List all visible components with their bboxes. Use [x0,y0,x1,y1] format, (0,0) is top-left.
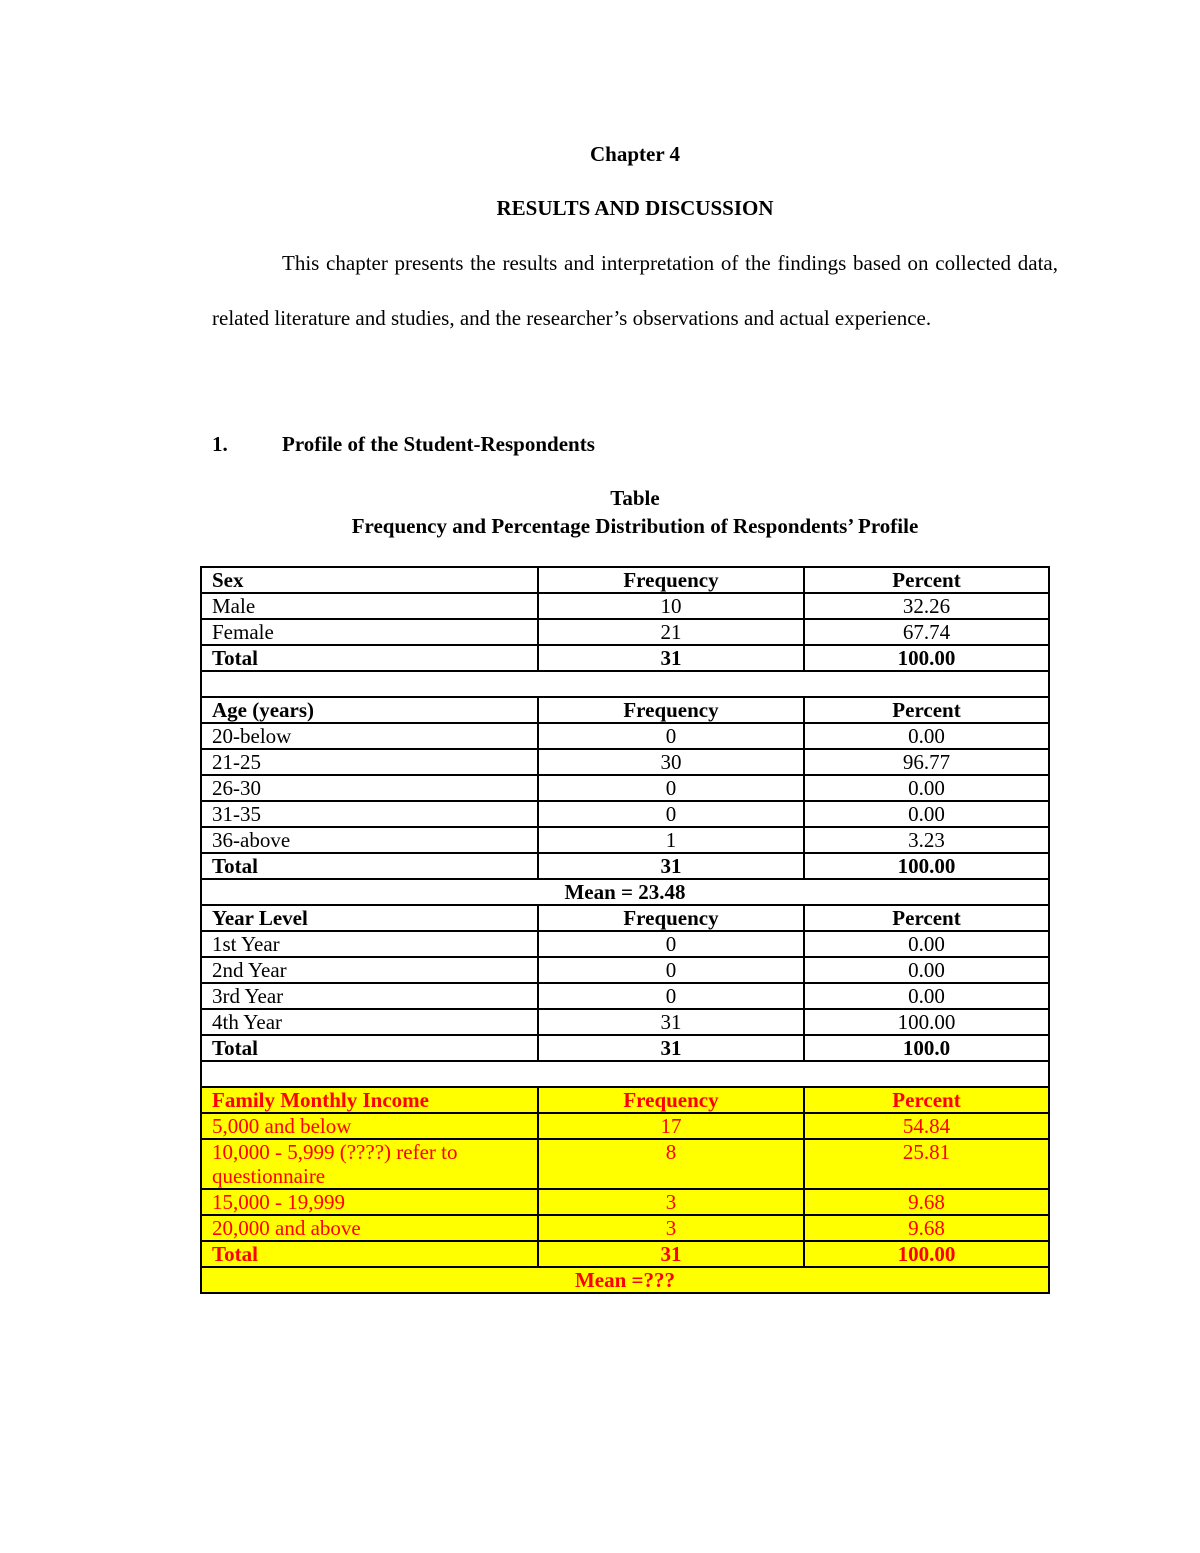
total-frequency-cell: 31 [538,1035,804,1061]
total-percent-cell: 100.00 [804,645,1049,671]
header-cell: Sex [201,567,538,593]
percent-cell: 0.00 [804,957,1049,983]
frequency-cell: 0 [538,723,804,749]
table-caption: Frequency and Percentage Distribution of Respondents’ Profile [351,514,919,538]
total-label-cell: Total [201,1241,538,1267]
percent-cell: 0.00 [804,775,1049,801]
frequency-cell: 21 [538,619,804,645]
percent-cell: 0.00 [804,801,1049,827]
percent-cell: 3.23 [804,827,1049,853]
header-cell: Frequency [538,697,804,723]
frequency-cell: 0 [538,801,804,827]
total-percent-cell: 100.0 [804,1035,1049,1061]
frequency-cell: 3 [538,1215,804,1241]
percent-cell: 9.68 [804,1189,1049,1215]
header-cell: Frequency [538,905,804,931]
percent-cell: 25.81 [804,1139,1049,1189]
header-cell: Year Level [201,905,538,931]
mean-cell: Mean = 23.48 [201,879,1049,905]
category-cell: 20,000 and above [201,1215,538,1241]
mean-cell: Mean =??? [201,1267,1049,1293]
total-percent-cell: 100.00 [804,1241,1049,1267]
table-row [201,983,1049,1009]
spacer-cell [201,671,1049,697]
table-row [201,1189,1049,1215]
header-cell: Family Monthly Income [201,1087,538,1113]
percent-cell: 100.00 [804,1009,1049,1035]
percent-cell: 0.00 [804,723,1049,749]
frequency-cell: 31 [538,1009,804,1035]
section-title: Profile of the Student-Respondents [282,432,595,456]
total-label-cell: Total [201,645,538,671]
table-label: Table [610,486,660,510]
category-cell: 26-30 [201,775,538,801]
frequency-cell: 0 [538,775,804,801]
table-row [201,801,1049,827]
table-row [201,827,1049,853]
frequency-cell: 0 [538,931,804,957]
table-row [201,957,1049,983]
header-cell: Age (years) [201,697,538,723]
income-mean-row [201,1267,1049,1293]
frequency-cell: 8 [538,1139,804,1189]
header-cell: Percent [804,905,1049,931]
header-cell: Frequency [538,567,804,593]
category-cell: 2nd Year [201,957,538,983]
table-row [201,593,1049,619]
frequency-cell: 3 [538,1189,804,1215]
header-cell: Percent [804,567,1049,593]
table-row [201,1139,1049,1189]
total-label-cell: Total [201,1035,538,1061]
category-cell: 15,000 - 19,999 [201,1189,538,1215]
category-cell: 36-above [201,827,538,853]
year-level-header-row [201,905,1049,931]
frequency-cell: 0 [538,983,804,1009]
frequency-cell: 1 [538,827,804,853]
age-header-row [201,697,1049,723]
age-mean-row [201,879,1049,905]
total-frequency-cell: 31 [538,853,804,879]
total-frequency-cell: 31 [538,645,804,671]
table-row [201,1009,1049,1035]
percent-cell: 67.74 [804,619,1049,645]
section-heading [212,432,595,457]
percent-cell: 54.84 [804,1113,1049,1139]
chapter-label: Chapter 4 [589,142,681,166]
frequency-cell: 30 [538,749,804,775]
header-cell: Frequency [538,1087,804,1113]
category-cell: 21-25 [201,749,538,775]
total-row [201,645,1049,671]
percent-cell: 32.26 [804,593,1049,619]
total-row [201,853,1049,879]
header-cell: Percent [804,1087,1049,1113]
intro-paragraph: This chapter presents the results and interpretation of the findings based on collected data, related literature and studies, and the researcher’s observations and actual experience. [212,251,1058,330]
spacer-row [201,671,1049,697]
table-row [201,1215,1049,1241]
percent-cell: 0.00 [804,983,1049,1009]
percent-cell: 96.77 [804,749,1049,775]
category-cell: 31-35 [201,801,538,827]
total-label-cell: Total [201,853,538,879]
category-cell: 20-below [201,723,538,749]
table-row [201,619,1049,645]
frequency-cell: 0 [538,957,804,983]
total-percent-cell: 100.00 [804,853,1049,879]
spacer-row [201,1061,1049,1087]
category-cell: 5,000 and below [201,1113,538,1139]
table-row [201,749,1049,775]
income-header-row [201,1087,1049,1113]
sex-header-row [201,567,1049,593]
category-cell: 1st Year [201,931,538,957]
percent-cell: 0.00 [804,931,1049,957]
table-row [201,1113,1049,1139]
category-cell: Female [201,619,538,645]
total-frequency-cell: 31 [538,1241,804,1267]
chapter-title: RESULTS AND DISCUSSION [496,196,774,220]
table-row [201,775,1049,801]
category-cell: Male [201,593,538,619]
section-number: 1. [212,432,228,456]
total-row [201,1241,1049,1267]
frequency-cell: 10 [538,593,804,619]
category-cell: 3rd Year [201,983,538,1009]
profile-table [200,566,1050,1294]
spacer-cell [201,1061,1049,1087]
percent-cell: 9.68 [804,1215,1049,1241]
table-row [201,931,1049,957]
frequency-cell: 17 [538,1113,804,1139]
header-cell: Percent [804,697,1049,723]
category-cell: 10,000 - 5,999 (????) refer to questionnaire [201,1139,538,1189]
total-row [201,1035,1049,1061]
category-cell: 4th Year [201,1009,538,1035]
table-row [201,723,1049,749]
